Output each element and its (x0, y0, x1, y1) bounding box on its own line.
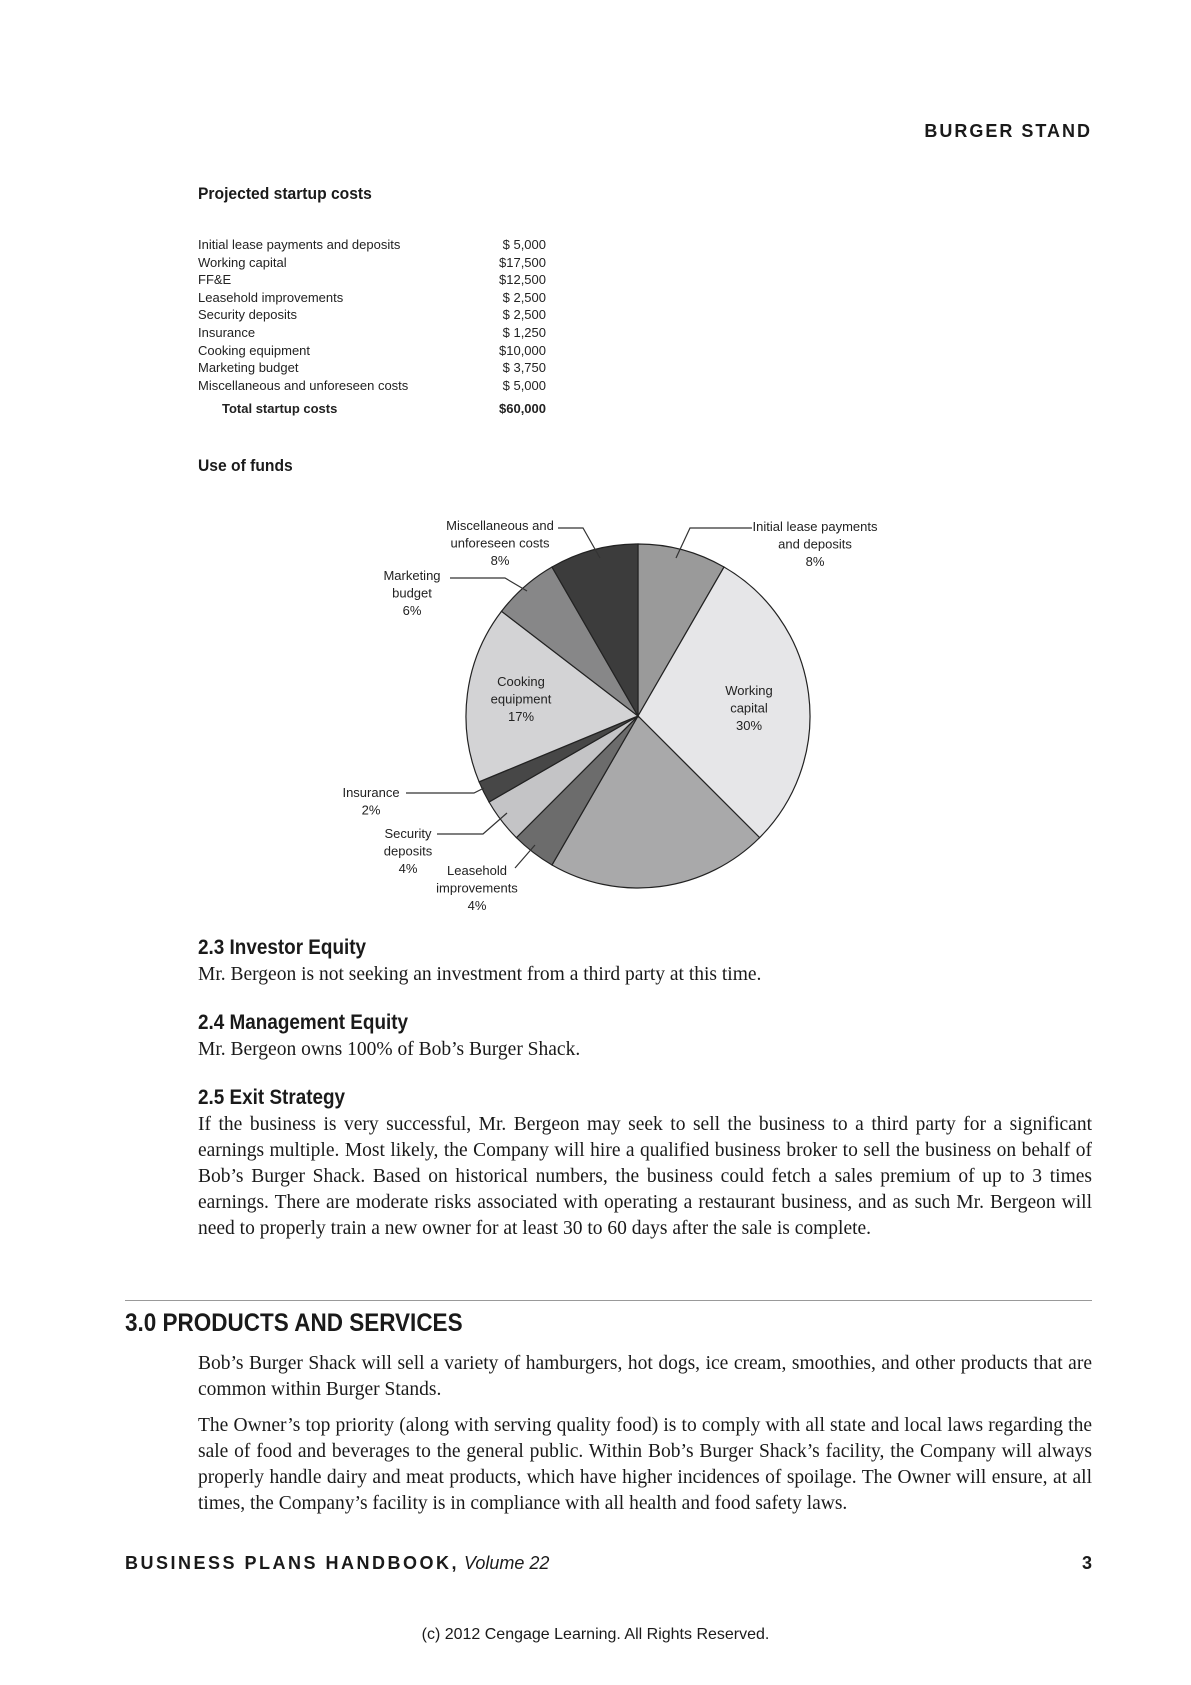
cost-amount: $12,500 (499, 272, 546, 288)
chapter-products-services (125, 1300, 1092, 1338)
slice-name-label: budget (392, 585, 432, 601)
cost-label: Marketing budget (198, 360, 299, 376)
slice-name-label: capital (730, 700, 768, 716)
section-management-equity (198, 1011, 1092, 1063)
cost-label: Miscellaneous and unforeseen costs (198, 377, 409, 393)
slice-name-label: Initial lease payments (752, 519, 878, 534)
slice-name-label: Cooking (497, 674, 545, 689)
total-amount: $60,000 (499, 401, 546, 417)
copyright-notice: (c) 2012 Cengage Learning. All Rights Reserved. (421, 1626, 770, 1643)
total-label: Total startup costs (222, 401, 338, 417)
slice-name-label: Security (384, 826, 432, 841)
slice-name-label: equipment (490, 691, 552, 707)
chapter-paragraph: The Owner’s top priority (along with serving quality food) is to comply with all state and local laws regarding the sale of food and beverages to the general public. Within Bob’s Burger Shack’s facility, the Company will always properly handle dairy and meat products, which have higher incidences of spoilage. The Owner will ensure, at all times, the Company’s facility is in compliance with all health and food safety laws. (198, 1415, 1092, 1514)
section-text: Mr. Bergeon is not seeking an investment from a third party at this time. (198, 964, 762, 985)
slice-name-label: improvements (436, 880, 518, 896)
cost-amount: $17,500 (499, 254, 546, 270)
slice-name-label: unforeseen costs (450, 535, 550, 551)
use-of-funds-heading: Use of funds (198, 456, 293, 475)
chapter-heading: 3.0 PRODUCTS AND SERVICES (125, 1309, 463, 1337)
leader-line (450, 578, 527, 591)
slice-percent-label: 17% (507, 709, 535, 724)
cost-label: FF&E (198, 272, 232, 288)
cost-amount: $10,000 (499, 342, 546, 358)
slice-name-label: deposits (383, 843, 433, 859)
leader-line (515, 845, 535, 868)
section-heading: 2.4 Management Equity (198, 1011, 409, 1034)
cost-amount: $ 1,250 (502, 324, 546, 340)
volume-label: Volume 22 (464, 1553, 550, 1573)
slice-name-label: Working (725, 683, 773, 698)
slice-percent-label: 8% (805, 554, 825, 569)
page-number: 3 (1081, 1553, 1092, 1573)
section-text: Mr. Bergeon owns 100% of Bob’s Burger Shack. (198, 1039, 581, 1060)
section-text: If the business is very successful, Mr. Bergeon may seek to sell the business to a third party for a significant earnings multiple. Most likely, the Company will hire a qualified business broker to sell the business on behalf of Bob’s Burger Shack. Based on historical numbers, the business could fetch a sales premium of up to 3 times earnings. There are moderate risks associated with operating a restaurant business, and as such Mr. Bergeon will need to properly train a new owner for at least 30 to 60 days after the sale is complete. (198, 1114, 1092, 1239)
cost-label: Security deposits (198, 307, 297, 323)
section-heading: 2.5 Exit Strategy (198, 1086, 346, 1109)
footer-book-title (125, 1553, 549, 1574)
section-heading: 2.3 Investor Equity (198, 936, 367, 959)
section-investor-equity (198, 936, 1092, 988)
cost-amount: $ 5,000 (502, 237, 546, 252)
cost-label: Initial lease payments and deposits (198, 237, 401, 252)
cost-amount: $ 2,500 (502, 307, 546, 323)
cost-amount: $ 3,750 (502, 360, 546, 376)
book-title: BUSINESS PLANS HANDBOOK, (125, 1553, 460, 1573)
slice-percent-label: 2% (361, 802, 381, 818)
startup-costs-heading: Projected startup costs (198, 184, 372, 203)
slice-name-label: Miscellaneous and (446, 518, 554, 533)
chapter-paragraph: Bob’s Burger Shack will sell a variety of hamburgers, hot dogs, ice cream, smoothies, and other products that are common within Burger Stands. (198, 1353, 1092, 1400)
cost-amount: $ 5,000 (502, 377, 546, 393)
leader-line (437, 813, 507, 834)
slice-percent-label: 8% (490, 553, 510, 568)
cost-label: Leasehold improvements (198, 289, 344, 305)
slice-percent-label: 4% (398, 861, 418, 876)
cost-label: Cooking equipment (198, 342, 311, 358)
slice-name-label: Leasehold (447, 863, 507, 878)
slice-name-label: Insurance (342, 785, 400, 800)
section-exit-strategy (198, 1086, 1092, 1242)
cost-amount: $ 2,500 (502, 289, 546, 305)
cost-label: Working capital (198, 254, 287, 270)
slice-name-label: and deposits (778, 536, 852, 552)
slice-percent-label: 6% (402, 603, 422, 618)
slice-percent-label: 30% (735, 718, 763, 733)
slice-percent-label: 4% (467, 898, 487, 913)
leader-line (406, 788, 484, 793)
slice-name-label: Marketing (383, 568, 441, 583)
running-title: BURGER STAND (924, 121, 1092, 141)
cost-label: Insurance (198, 324, 256, 340)
